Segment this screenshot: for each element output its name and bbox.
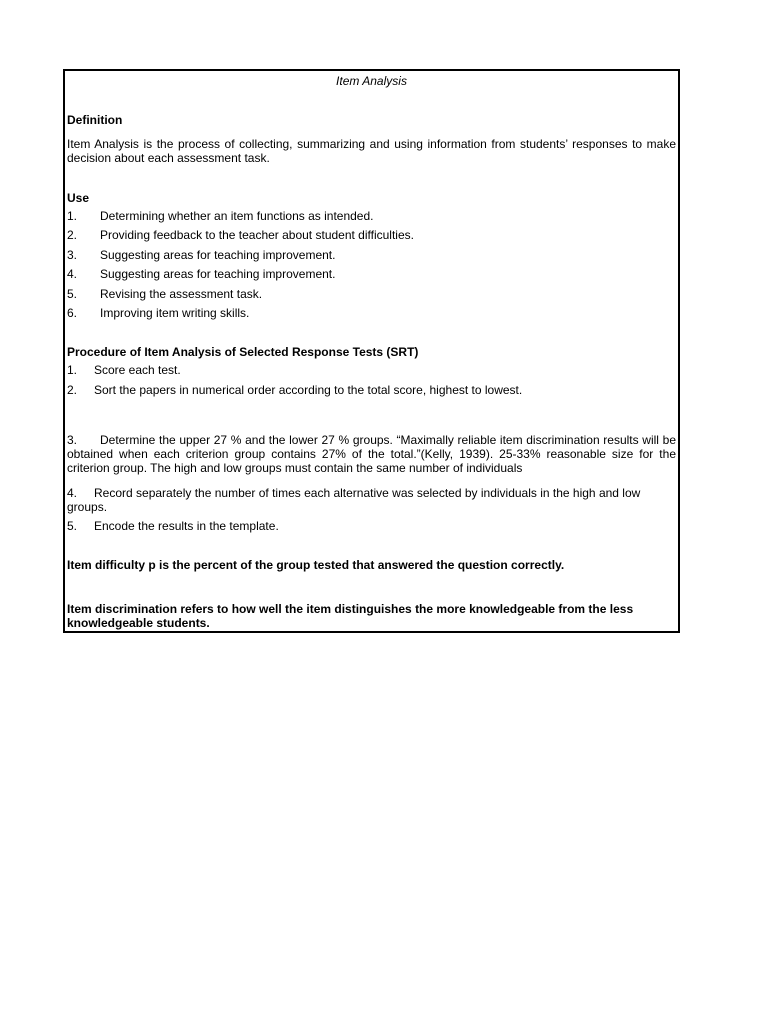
- procedure-item-number: 3.: [67, 433, 78, 447]
- use-item-number: 1.: [67, 209, 78, 223]
- procedure-item-number: 1.: [67, 363, 78, 377]
- page-title: Item Analysis: [336, 74, 407, 88]
- use-item: [67, 287, 676, 301]
- procedure-item: [67, 433, 676, 475]
- procedure-item: [67, 363, 676, 377]
- use-item-number: 5.: [67, 287, 78, 301]
- procedure-item-number: 5.: [67, 519, 78, 533]
- use-item-text: Determining whether an item functions as intended.: [100, 209, 374, 223]
- use-item-number: 2.: [67, 228, 78, 242]
- procedure-item-number: 4.: [67, 486, 78, 500]
- use-item-text: Suggesting areas for teaching improvement.: [100, 248, 336, 262]
- use-item: [67, 306, 676, 320]
- use-item: [67, 228, 676, 242]
- use-item: [67, 267, 676, 281]
- item-analysis-box: [63, 69, 680, 633]
- procedure-item-text: Record separately the number of times each alternative was selected by individuals in the high and low groups.: [67, 486, 641, 514]
- use-item-number: 3.: [67, 248, 78, 262]
- use-item-number: 4.: [67, 267, 78, 281]
- use-item-number: 6.: [67, 306, 78, 320]
- use-item-text: Providing feedback to the teacher about student difficulties.: [100, 228, 414, 242]
- procedure-item-text: Score each test.: [94, 363, 181, 377]
- procedure-item: [67, 519, 676, 533]
- definition-text: Item Analysis is the process of collecting, summarizing and using information from students’ responses to make decision about each assessment task.: [67, 137, 676, 165]
- use-item-text: Revising the assessment task.: [100, 287, 263, 301]
- procedure-item: [67, 383, 676, 397]
- procedure-item: [67, 486, 676, 514]
- use-heading: Use: [67, 191, 90, 205]
- item-discrimination-definition: Item discrimination refers to how well the item distinguishes the more knowledgeable from the less knowledgeable students.: [67, 602, 634, 630]
- procedure-item-number: 2.: [67, 383, 78, 397]
- procedure-item-text: Encode the results in the template.: [94, 519, 279, 533]
- use-item-text: Improving item writing skills.: [100, 306, 250, 320]
- item-difficulty-definition: Item difficulty p is the percent of the group tested that answered the question correctly.: [67, 558, 565, 572]
- use-item: [67, 209, 676, 223]
- use-item: [67, 248, 676, 262]
- procedure-item-text: Sort the papers in numerical order according to the total score, highest to lowest.: [94, 383, 523, 397]
- procedure-item-text: Determine the upper 27 % and the lower 27 % groups. “Maximally reliable item discrimination results will be obtained when each criterion group contains 27% of the total.”(Kelly, 1939). 25-33% reasonable size for the criterion group. The high and low groups must contain the same number of individuals: [67, 433, 676, 475]
- use-item-text: Suggesting areas for teaching improvement.: [100, 267, 336, 281]
- procedure-heading: Procedure of Item Analysis of Selected Response Tests (SRT): [67, 345, 419, 359]
- definition-heading: Definition: [67, 113, 123, 127]
